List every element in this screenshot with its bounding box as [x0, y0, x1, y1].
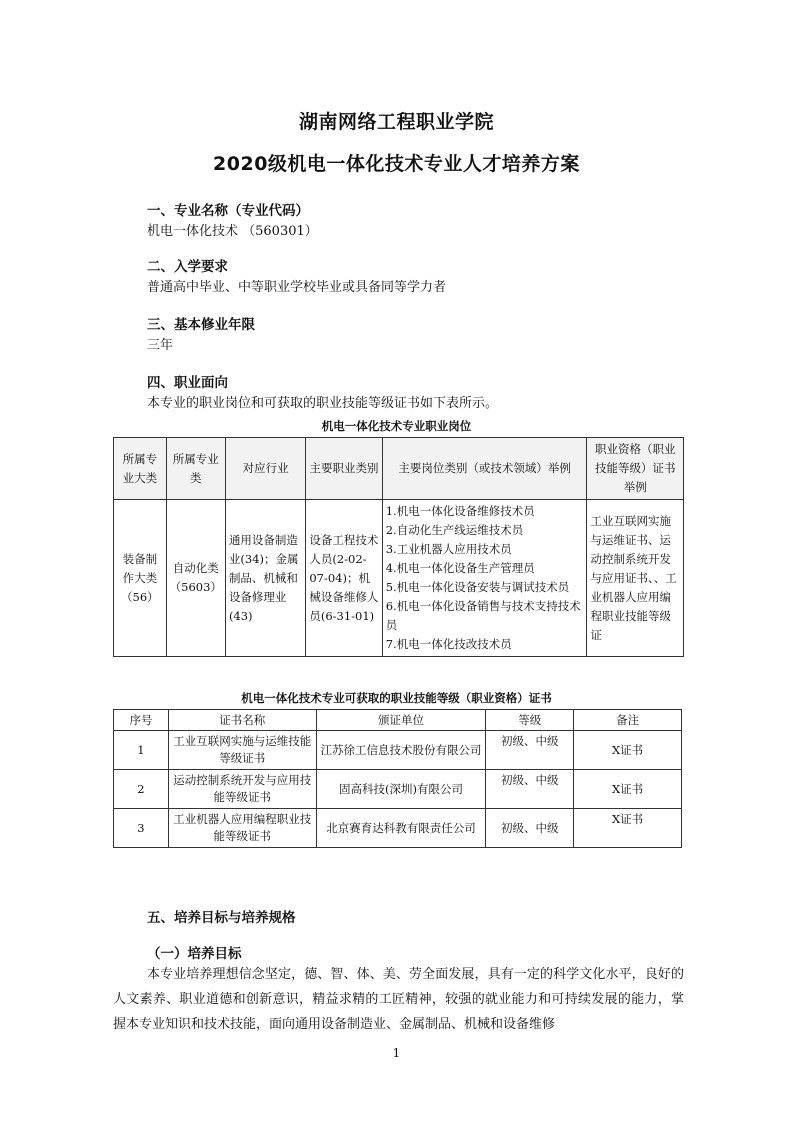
column-header: 对应行业 [225, 438, 305, 500]
level: 初级、中级 [486, 731, 574, 770]
list-item: 5.机电一体化设备安装与调试技术员 [385, 580, 570, 594]
section-2-text: 普通高中毕业、中等职业学校毕业或具备同等学力者 [147, 280, 447, 295]
column-header: 所属专业大类 [114, 438, 167, 500]
section-5-heading: 五、培养目标与培养规格 [147, 910, 296, 926]
certificate-name: 工业互联网实施与运维技能等级证书 [168, 731, 316, 770]
page-number: 1 [392, 1046, 401, 1060]
level: 初级、中级 [486, 770, 574, 809]
list-item: 2.自动化生产线运维技术员 [385, 523, 524, 537]
column-header: 序号 [114, 710, 169, 731]
section-3-text: 三年 [147, 338, 174, 353]
section-3-heading: 三、基本修业年限 [147, 317, 255, 333]
table-row [114, 731, 682, 770]
column-header: 主要岗位类别（或技术领域）举例 [382, 438, 587, 500]
row-number: 1 [114, 731, 169, 770]
table-row [114, 809, 682, 848]
section-1-heading: 一、专业名称（专业代码） [147, 203, 309, 219]
column-header: 等级 [486, 710, 574, 731]
column-header: 主要职业类别 [306, 438, 382, 500]
issuer: 北京赛育达科教有限责任公司 [316, 809, 486, 848]
note: X证书 [574, 770, 682, 809]
positions-cell [382, 500, 587, 657]
section-2-heading: 二、入学要求 [147, 259, 228, 275]
column-header: 证书名称 [168, 710, 316, 731]
level: 初级、中级 [486, 809, 574, 848]
table-header-row [114, 438, 684, 500]
certificate-name: 工业机器人应用编程职业技能等级证书 [168, 809, 316, 848]
list-item: 1.机电一体化设备维修技术员 [385, 504, 535, 518]
occupation-table [113, 437, 684, 657]
section-4-heading: 四、职业面向 [147, 375, 228, 391]
section-4-text: 本专业的职业岗位和可获取的职业技能等级证书如下表所示。 [147, 396, 499, 411]
industry-cell: 通用设备制造业(34)；金属制品、机械和设备修理业(43) [225, 500, 305, 657]
document-subtitle: 2020级机电一体化技术专业人才培养方案 [213, 153, 580, 175]
note: X证书 [574, 731, 682, 770]
table2-caption: 机电一体化技术专业可获取的职业技能等级（职业资格）证书 [241, 691, 552, 705]
list-item: 4.机电一体化设备生产管理员 [385, 561, 535, 575]
section-5-subheading: （一）培养目标 [147, 946, 242, 962]
issuer: 江苏徐工信息技术股份有限公司 [316, 731, 486, 770]
list-item: 3.工业机器人应用技术员 [385, 542, 512, 556]
major-category-cell: 装备制作大类（56） [114, 500, 167, 657]
certificates-cell: 工业互联网实施与运维证书、运动控制系统开发与应用证书、、工业机器人应用编程职业技能等级证 [587, 500, 684, 657]
certificate-name: 运动控制系统开发与应用技能等级证书 [168, 770, 316, 809]
column-header: 颁证单位 [316, 710, 486, 731]
note: X证书 [574, 809, 682, 848]
section-1-text: 机电一体化技术 （560301） [147, 224, 318, 239]
row-number: 2 [114, 770, 169, 809]
table1-caption: 机电一体化技术专业职业岗位 [321, 419, 472, 433]
table-header-row [114, 710, 682, 731]
table-row [114, 770, 682, 809]
occupation-cell: 设备工程技术人员(2-02-07-04)；机械设备维修人员(6-31-01) [306, 500, 382, 657]
list-item: 6.机电一体化设备销售与技术支持技术员 [385, 599, 581, 632]
document-title: 湖南网络工程职业学院 [298, 111, 494, 133]
column-header: 备注 [574, 710, 682, 731]
training-goal-paragraph: 本专业培养理想信念坚定，德、智、体、美、劳全面发展，具有一定的科学文化水平，良好的人文素养、职业道德和创新意识，精益求精的工匠精神，较强的就业能力和可持续发展的能力，掌握本专业知识和技术技能，面向通用设备制造业、金属制品、机械和设备维修 [113, 967, 684, 1032]
column-header: 所属专业类 [166, 438, 225, 500]
certificate-table [113, 709, 682, 848]
row-number: 3 [114, 809, 169, 848]
issuer: 固高科技(深圳)有限公司 [316, 770, 486, 809]
table-row [114, 500, 684, 657]
major-class-cell: 自动化类（5603） [166, 500, 225, 657]
list-item: 7.机电一体化技改技术员 [385, 637, 512, 651]
column-header: 职业资格（职业技能等级）证书举例 [587, 438, 684, 500]
